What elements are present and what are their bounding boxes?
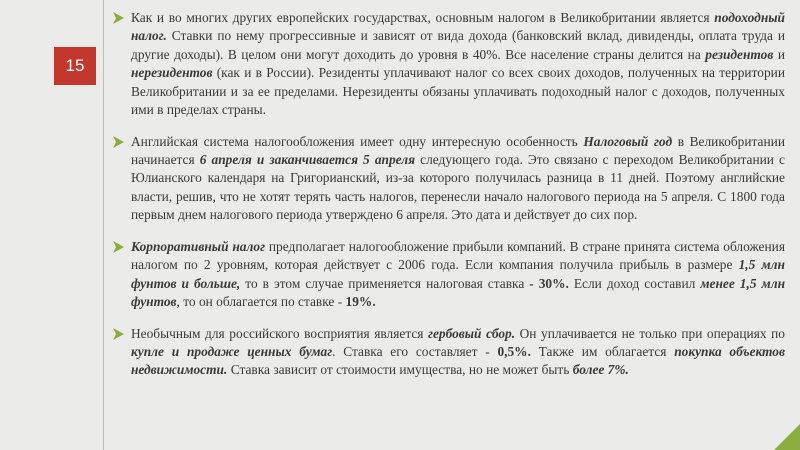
body-text: Английская система налогообложения имеет одну интересную особенность bbox=[131, 133, 584, 149]
emphasis-text: покупка объектов недвижимости. bbox=[131, 344, 785, 378]
emphasis-text: Налоговый год bbox=[583, 133, 673, 149]
body-text: Как и во многих других европейских государствах, основным налогом в Великобритании является bbox=[131, 10, 715, 25]
body-text: следующего года. Это связано с переходом Великобритании с Юлианского календаря на Григорианский, из-за которого получилась разница в 11 дней. Поэтому английские власти, решив, что не хотят терять часть налогов, перенесли начало налогового периода на 5 апреля. С 1800 года первым днем налогового периода утверждено 6 апреля. Это дата и действует до сих пор. bbox=[131, 152, 785, 223]
body-text: . Ставка его составляет - bbox=[332, 344, 498, 360]
body-text: в Великобритании начинается bbox=[131, 133, 785, 168]
body-text: то в этом случае применяется налоговая ставка bbox=[240, 275, 530, 291]
body-text: , то он облагается по ставке - bbox=[176, 294, 346, 310]
arrow-bullet-icon bbox=[113, 12, 124, 24]
emphasis-text: 1,5 млн фунтов и больше, bbox=[131, 257, 785, 291]
emphasis-text: - 30%. bbox=[529, 275, 569, 291]
emphasis-text: 19%. bbox=[345, 294, 376, 310]
emphasis-text: резидентов bbox=[705, 46, 774, 62]
slide-number-badge: 15 bbox=[54, 47, 96, 85]
body-text: и bbox=[773, 46, 785, 62]
body-text: (как и в России). Резиденты уплачивают налог со всех своих доходов, полученных на территории Великобритании и за ее пределами. Нерезиденты обязаны уплачивать подоходный налог с доходов, полученных ими в пределах страны. bbox=[131, 65, 785, 118]
emphasis-text: менее 1,5 млн фунтов bbox=[131, 275, 786, 310]
left-vertical-rule bbox=[103, 0, 104, 450]
emphasis-text: Корпоративный налог bbox=[131, 238, 266, 254]
body-text: Необычным для российского восприятия является bbox=[131, 325, 428, 341]
arrow-bullet-icon bbox=[113, 136, 124, 148]
emphasis-text: более 7%. bbox=[572, 362, 629, 378]
emphasis-text: нерезидентов bbox=[131, 65, 213, 81]
body-text: Если доход составил bbox=[568, 275, 701, 291]
body-text: Также им облагается bbox=[530, 344, 675, 360]
arrow-bullet-icon bbox=[113, 241, 124, 253]
body-text: Ставка зависит от стоимости имущества, но не может быть bbox=[227, 362, 573, 378]
emphasis-text: купле и продаже ценных бумаг bbox=[131, 344, 333, 360]
paragraph-stamp-duty bbox=[113, 325, 785, 380]
slide-content bbox=[113, 9, 785, 393]
body-text: Ставки по нему прогрессивные и зависят от вида дохода (банковский вклад, дивиденды, оплата труда и другие доходы). В целом они могут доходить до уровня в 40%. Все население страны делится на bbox=[131, 28, 785, 62]
paragraph-corporate-tax bbox=[113, 238, 785, 312]
emphasis-text: гербовый сбор. bbox=[428, 325, 516, 341]
body-text: предполагает налогообложение прибыли компаний. В стране принята система обложения налогом по 2 уровням, которая действует с 2006 года. Если компания получила прибыль в размере bbox=[131, 238, 785, 273]
emphasis-text: 6 апреля и заканчивается 5 апреля bbox=[199, 152, 416, 168]
paragraph-tax-year bbox=[113, 133, 785, 225]
body-text: Он уплачивается не только при операциях по bbox=[515, 325, 785, 341]
arrow-bullet-icon bbox=[113, 328, 124, 340]
paragraph-income-tax bbox=[113, 9, 785, 119]
corner-triangle-decoration bbox=[774, 424, 800, 450]
emphasis-text: 0,5%. bbox=[497, 344, 531, 360]
emphasis-text: подоходный налог. bbox=[131, 10, 785, 44]
